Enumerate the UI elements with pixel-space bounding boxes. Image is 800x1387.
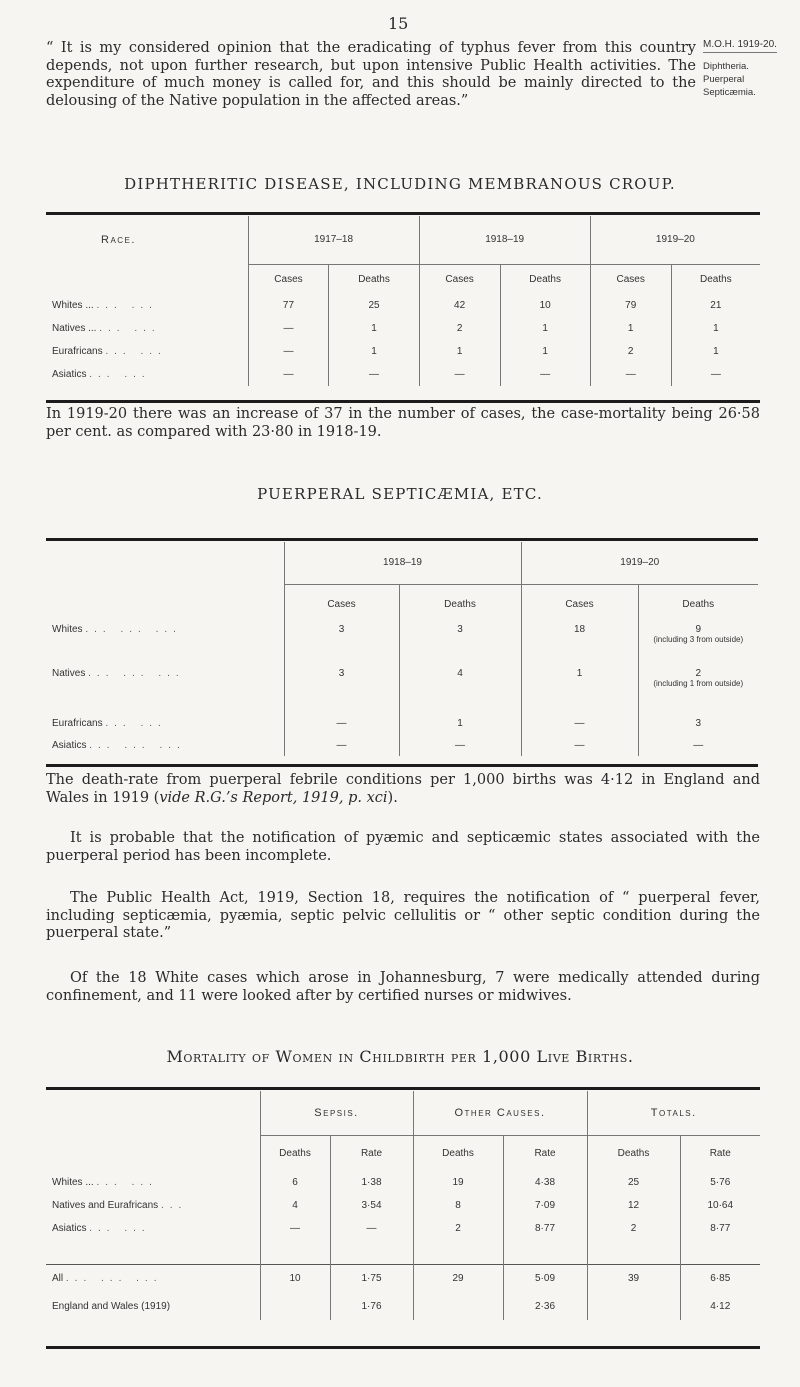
table-subheader-row [46,584,758,624]
cell: 77 [248,294,329,317]
col-header: Deaths [413,1135,503,1171]
race-header: Race. [101,234,136,246]
white-cases-paragraph: Of the 18 White cases which arose in Johannesburg, 7 were medically attended during confinement, and 11 were looked after by certified nurses or midwives. [46,970,760,1004]
puerperal-table [46,542,758,756]
row-label: Asiatics [52,369,87,380]
cell: 3 [638,712,758,734]
table-bottom-rule [46,400,760,403]
table-row [46,294,760,317]
intro-paragraph: “ It is my considered opinion that the eradicating of typhus fever from this country depends, not upon further research, but upon intensive Public Health activities. The expenditure of much money is called for, and this should be mainly directed to the delousing of the Native population in the affected areas.” [46,40,696,109]
cell: 25 [329,294,419,317]
cell: 10 [260,1264,330,1292]
cell: 5·76 [680,1171,760,1194]
cell-note: (including 3 from outside) [653,635,744,644]
cell: 2 [590,340,671,363]
cell: — [248,363,329,386]
table-header-row [46,216,760,264]
row-label: Asiatics [52,739,87,751]
pyaemic-paragraph: It is probable that the notification of pyæmic and septicæmic states associated with the puerperal period has been incomplete. [46,830,760,864]
cell [260,1292,330,1320]
table-row [46,340,760,363]
cell: 4 [399,668,521,712]
cell [413,1292,503,1320]
cell: — [248,317,329,340]
cell: 5·09 [503,1264,587,1292]
margin-topic: Puerperal [703,74,745,85]
table-row [46,712,758,734]
cell: — [419,363,500,386]
cell: 8·77 [680,1217,760,1240]
cell: 42 [419,294,500,317]
table-header-row [46,1091,760,1135]
report-reference: vide R.G.’s Report, 1919, p. xci [159,789,388,806]
diphtheria-note: In 1919-20 there was an increase of 37 in the number of cases, the case-mortality being 26·58 per cent. as compared with 23·80 in 1918-19. [46,406,760,440]
cell: 18 [521,624,638,668]
cell: 10 [500,294,590,317]
leader-dots: ... ... [96,1177,158,1188]
leader-dots: ... ... ... [65,1272,163,1284]
cell: 1 [590,317,671,340]
cell: 3 [284,624,399,668]
year-header: 1919–20 [590,216,760,264]
year-header: 1919–20 [521,542,758,584]
cell: 25 [587,1171,680,1194]
row-label: Natives [52,668,86,679]
cell: 1 [329,317,419,340]
cell: 2 [587,1217,680,1240]
leader-dots: ... ... [96,300,158,311]
table-top-rule [46,538,758,541]
table-row [46,1171,760,1194]
group-header: Sepsis. [260,1091,413,1135]
row-label: Asiatics [52,1223,87,1234]
act-paragraph: The Public Health Act, 1919, Section 18, requires the notification of “ puerperal fever, including septicæmia, pyæmia, septic pelvic cellulitis or “ other septic condition during the puerperal state.” [46,890,760,941]
cell: 1 [500,340,590,363]
table-row [46,624,758,668]
margin-ref: M.O.H. 1919-20. [703,38,777,53]
row-label: Whites ... [52,300,94,311]
col-header: Deaths [260,1135,330,1171]
cell: 19 [413,1171,503,1194]
cell: 9 [695,624,702,635]
cell: 10·64 [680,1194,760,1217]
col-header: Cases [248,264,329,294]
table-subheader-row [46,264,760,294]
cell: 1·38 [330,1171,413,1194]
col-header: Deaths [329,264,419,294]
cell: 29 [413,1264,503,1292]
cell-note: (including 1 from outside) [653,679,744,688]
cell: — [671,363,760,386]
cell: 1 [500,317,590,340]
cell: — [284,734,399,756]
mortality-heading: Mortality of Women in Childbirth per 1,000 Live Births. [166,1047,634,1066]
cell: 1 [521,668,638,712]
group-header: Other Causes. [413,1091,587,1135]
col-header: Rate [680,1135,760,1171]
cell: 2·36 [503,1292,587,1320]
cell: 21 [671,294,760,317]
table-bottom-rule [46,1346,760,1349]
margin-topic: Septicæmia. [703,87,756,98]
table-top-rule [46,212,760,215]
leader-dots: ... ... [105,346,167,357]
year-header: 1917–18 [248,216,419,264]
table-total-row [46,1292,760,1320]
row-label: Eurafricans [52,346,103,357]
cell: — [521,734,638,756]
cell: 1 [419,340,500,363]
cell: 79 [590,294,671,317]
leader-dots: ... [160,1200,188,1211]
leader-dots: ... ... ... [89,739,186,751]
table-row [46,1217,760,1240]
leader-dots: ... ... [89,369,151,380]
cell: 3 [399,624,521,668]
table-bottom-rule [46,764,758,767]
cell: 2 [695,668,702,679]
table-row [46,668,758,712]
margin-note [703,38,800,99]
table-subheader-row [46,1135,760,1171]
leader-dots: ... ... [105,717,167,729]
cell: 6·85 [680,1264,760,1292]
page-number: 15 [388,14,409,33]
table-row [46,317,760,340]
table-header-row [46,542,758,584]
cell: — [521,712,638,734]
mortality-table [46,1091,760,1320]
col-header: Rate [503,1135,587,1171]
cell: — [260,1217,330,1240]
cell: — [638,734,758,756]
cell: 2 [419,317,500,340]
leader-dots: ... ... ... [85,624,182,635]
cell: — [330,1217,413,1240]
cell: 7·09 [503,1194,587,1217]
group-header: Totals. [587,1091,760,1135]
col-header: Cases [284,584,399,624]
row-label: Natives and Eurafricans [52,1200,159,1211]
cell: — [329,363,419,386]
table-spacer-row [46,1240,760,1264]
row-label: Eurafricans [52,717,103,729]
table-top-rule [46,1087,760,1090]
cell: 12 [587,1194,680,1217]
cell: 4·38 [503,1171,587,1194]
cell: — [500,363,590,386]
cell: 2 [413,1217,503,1240]
table-total-row [46,1264,760,1292]
cell: 39 [587,1264,680,1292]
col-header: Cases [419,264,500,294]
cell: 1·75 [330,1264,413,1292]
row-label: Whites ... [52,1177,94,1188]
diphtheria-table [46,216,760,386]
margin-topic: Diphtheria. [703,61,749,72]
cell: 3 [284,668,399,712]
cell: 8 [413,1194,503,1217]
col-header: Deaths [638,584,758,624]
cell [587,1292,680,1320]
cell: 8·77 [503,1217,587,1240]
table-row [46,1194,760,1217]
cell: 4·12 [680,1292,760,1320]
col-header: Deaths [587,1135,680,1171]
death-rate-paragraph [46,772,760,807]
cell: 1·76 [330,1292,413,1320]
table-row [46,734,758,756]
leader-dots: ... ... [99,323,161,334]
cell: 1 [329,340,419,363]
cell: 1 [399,712,521,734]
death-rate-text: The death-rate from puerperal febrile conditions per 1,000 births was 4·12 in England and Wales in 1919 ( [46,772,760,806]
cell: — [399,734,521,756]
diphtheria-heading: DIPHTHERITIC DISEASE, INCLUDING MEMBRANOUS CROUP. [124,175,676,193]
cell: 1 [671,317,760,340]
puerperal-heading: PUERPERAL SEPTICÆMIA, ETC. [257,485,543,503]
cell: 3·54 [330,1194,413,1217]
col-header: Cases [590,264,671,294]
row-label: Natives ... [52,323,97,334]
cell: 6 [260,1171,330,1194]
leader-dots: ... ... [89,1223,151,1234]
year-header: 1918–19 [419,216,590,264]
col-header: Deaths [399,584,521,624]
cell: — [248,340,329,363]
row-label: Whites [52,624,83,635]
table-row [46,363,760,386]
col-header: Deaths [671,264,760,294]
cell: — [590,363,671,386]
leader-dots: ... ... ... [88,668,185,679]
col-header: Rate [330,1135,413,1171]
cell: 1 [671,340,760,363]
cell: 4 [260,1194,330,1217]
row-label: All [52,1272,64,1284]
col-header: Cases [521,584,638,624]
cell: — [284,712,399,734]
year-header: 1918–19 [284,542,521,584]
row-label: England and Wales (1919) [52,1300,171,1312]
death-rate-text-end: ). [387,789,398,806]
col-header: Deaths [500,264,590,294]
